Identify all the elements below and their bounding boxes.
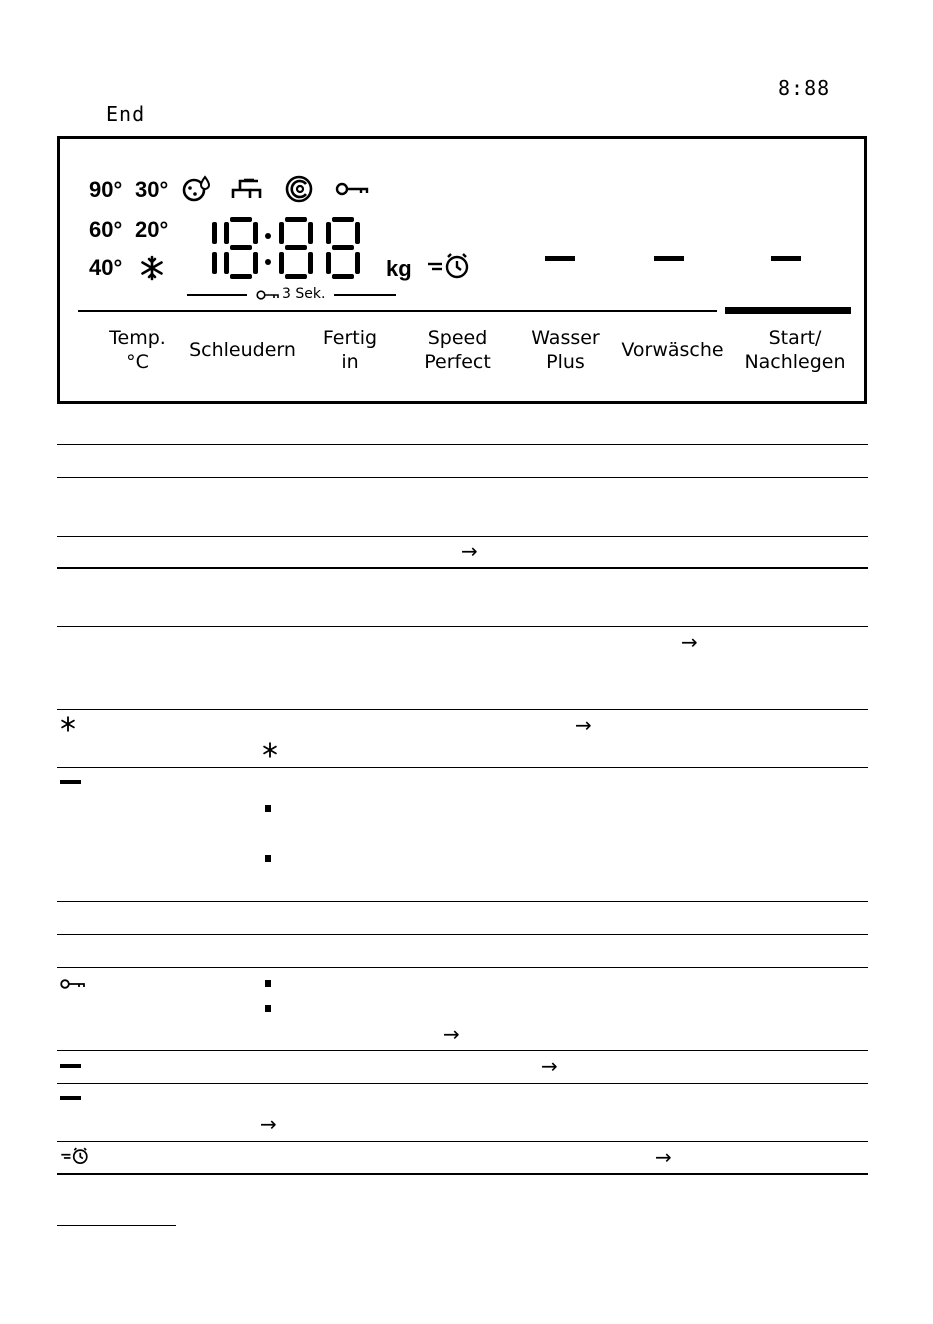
table-rule xyxy=(57,567,868,569)
arrow-icon: → xyxy=(443,1022,460,1046)
lock-hint-line-left xyxy=(187,294,247,296)
lock-hint-key-icon xyxy=(256,289,280,301)
fertig-button-line2: in xyxy=(341,351,359,373)
schleudern-button-label: Schleudern xyxy=(189,339,296,361)
rinse-icon xyxy=(284,174,314,204)
arrow-icon: → xyxy=(541,1054,558,1078)
wasser-button-line1: Wasser xyxy=(531,327,600,349)
key-icon xyxy=(335,181,369,197)
table-rule xyxy=(57,1173,868,1175)
stain-icon xyxy=(181,175,213,203)
temp-30: 30° xyxy=(135,177,169,202)
vorwaesche-button[interactable] xyxy=(615,325,730,375)
wasser-plus-button[interactable] xyxy=(518,325,613,375)
lock-hint-label: 3 Sek. xyxy=(282,286,326,302)
indicator-dash-icon xyxy=(60,1064,81,1068)
wasser-plus-indicator xyxy=(545,256,575,261)
speed-button-line2: Perfect xyxy=(424,351,491,373)
vorwaesche-button-label: Vorwäsche xyxy=(621,339,724,361)
table-rule xyxy=(57,709,868,710)
speed-alarm-icon xyxy=(426,251,478,281)
temp-40: 40° xyxy=(89,255,123,280)
clock-display: 8:88 xyxy=(778,76,831,100)
panel-divider xyxy=(78,310,717,312)
list-bullet xyxy=(265,1005,271,1012)
arrow-icon: → xyxy=(655,1145,672,1169)
snowflake-icon xyxy=(262,742,278,758)
key-icon xyxy=(60,978,86,990)
temp-button-line1: Temp. xyxy=(109,327,166,349)
vorwaesche-indicator xyxy=(654,256,684,261)
arrow-icon: → xyxy=(461,539,478,563)
temp-button[interactable] xyxy=(90,325,185,375)
control-panel xyxy=(57,136,867,404)
table-rule xyxy=(57,536,868,537)
speed-alarm-icon xyxy=(60,1146,94,1166)
wasser-button-line2: Plus xyxy=(546,351,585,373)
faucet-icon xyxy=(230,176,264,202)
temp-60: 60° xyxy=(89,217,123,242)
start-nachlegen-button[interactable] xyxy=(735,325,855,375)
temp-90: 90° xyxy=(89,177,123,202)
start-indicator xyxy=(771,256,801,261)
main-time-display xyxy=(205,214,375,282)
start-button-bar xyxy=(725,307,851,314)
indicator-dash-icon xyxy=(60,1096,81,1100)
footnote-rule xyxy=(57,1225,176,1226)
arrow-icon: → xyxy=(681,630,698,654)
kg-label: kg xyxy=(386,256,412,281)
start-button-line2: Nachlegen xyxy=(744,351,846,373)
list-bullet xyxy=(265,805,271,812)
speed-button-line1: Speed xyxy=(427,327,488,349)
snowflake-icon xyxy=(60,716,76,732)
list-bullet xyxy=(265,980,271,987)
list-bullet xyxy=(265,855,271,862)
table-rule xyxy=(57,967,868,968)
table-rule xyxy=(57,477,868,478)
arrow-icon: → xyxy=(575,713,592,737)
fertig-in-button[interactable] xyxy=(305,325,395,375)
arrow-icon: → xyxy=(260,1112,277,1136)
start-button-line1: Start/ xyxy=(768,327,822,349)
table-rule xyxy=(57,1141,868,1142)
speed-perfect-button[interactable] xyxy=(410,325,505,375)
lock-hint-line-right xyxy=(334,294,396,296)
table-rule xyxy=(57,767,868,768)
snowflake-icon xyxy=(139,255,165,281)
table-rule xyxy=(57,901,868,902)
table-rule xyxy=(57,444,868,445)
end-display: End xyxy=(106,102,146,126)
table-rule xyxy=(57,1083,868,1084)
indicator-dash-icon xyxy=(60,780,81,784)
table-rule xyxy=(57,934,868,935)
temp-20: 20° xyxy=(135,217,169,242)
temp-button-line2: °C xyxy=(126,351,149,373)
table-rule xyxy=(57,1050,868,1051)
fertig-button-line1: Fertig xyxy=(322,327,378,349)
table-rule xyxy=(57,626,868,627)
schleudern-button[interactable] xyxy=(185,325,300,375)
